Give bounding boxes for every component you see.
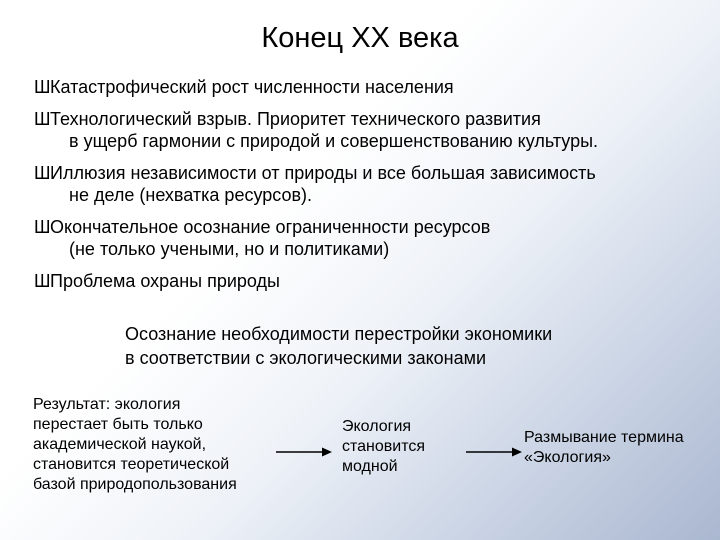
text-line: базой природопользования: [33, 476, 237, 493]
bullet-marker: Ш: [34, 77, 51, 97]
text-line: Осознание необходимости перестройки экономики: [125, 324, 553, 344]
slide-title: Конец ХХ века: [261, 22, 459, 54]
text-line: модной: [342, 458, 398, 475]
bullet-text-continuation: в ущерб гармонии с природой и совершенствованию культуры.: [69, 131, 599, 151]
bullet-item: [34, 162, 704, 206]
bullet-marker: Ш: [34, 109, 51, 129]
bullet-text: Технологический взрыв. Приоритет технического развития: [50, 109, 541, 129]
text-line: перестает быть только: [33, 416, 203, 433]
text-line: в соответствии с экологическими законами: [125, 348, 487, 368]
bullet-list: [34, 76, 704, 302]
bullet-text-continuation: (не только учеными, но и политиками): [69, 239, 390, 259]
bullet-text-continuation: не деле (нехватка ресурсов).: [69, 185, 313, 205]
text-line: «Экология»: [524, 449, 611, 466]
term-blurring-text-block: [524, 428, 719, 468]
text-line: Результат: экология: [33, 396, 181, 413]
result-text-block: [33, 395, 273, 495]
arrow-right-icon: [466, 446, 522, 458]
text-line: становится теоретической: [33, 456, 230, 473]
text-line: Размывание термина: [524, 429, 684, 446]
economy-restructuring-text: [125, 322, 645, 370]
bullet-item: [34, 108, 704, 152]
bullet-text: Иллюзия независимости от природы и все большая зависимость: [50, 163, 596, 183]
bullet-marker: Ш: [34, 271, 51, 291]
text-line: становится: [342, 438, 426, 455]
bullet-text: Окончательное осознание ограниченности ресурсов: [50, 217, 491, 237]
bullet-item: [34, 76, 704, 98]
bullet-marker: Ш: [34, 217, 51, 237]
bullet-text: Катастрофический рост численности населения: [50, 77, 454, 97]
arrow-right-icon: [276, 446, 332, 458]
fashion-text-block: [342, 417, 462, 477]
text-line: академической наукой,: [33, 436, 207, 453]
bullet-item: [34, 216, 704, 260]
text-line: Экология: [342, 418, 412, 435]
bullet-text: Проблема охраны природы: [50, 271, 280, 291]
bullet-item: [34, 270, 704, 292]
bullet-marker: Ш: [34, 163, 51, 183]
